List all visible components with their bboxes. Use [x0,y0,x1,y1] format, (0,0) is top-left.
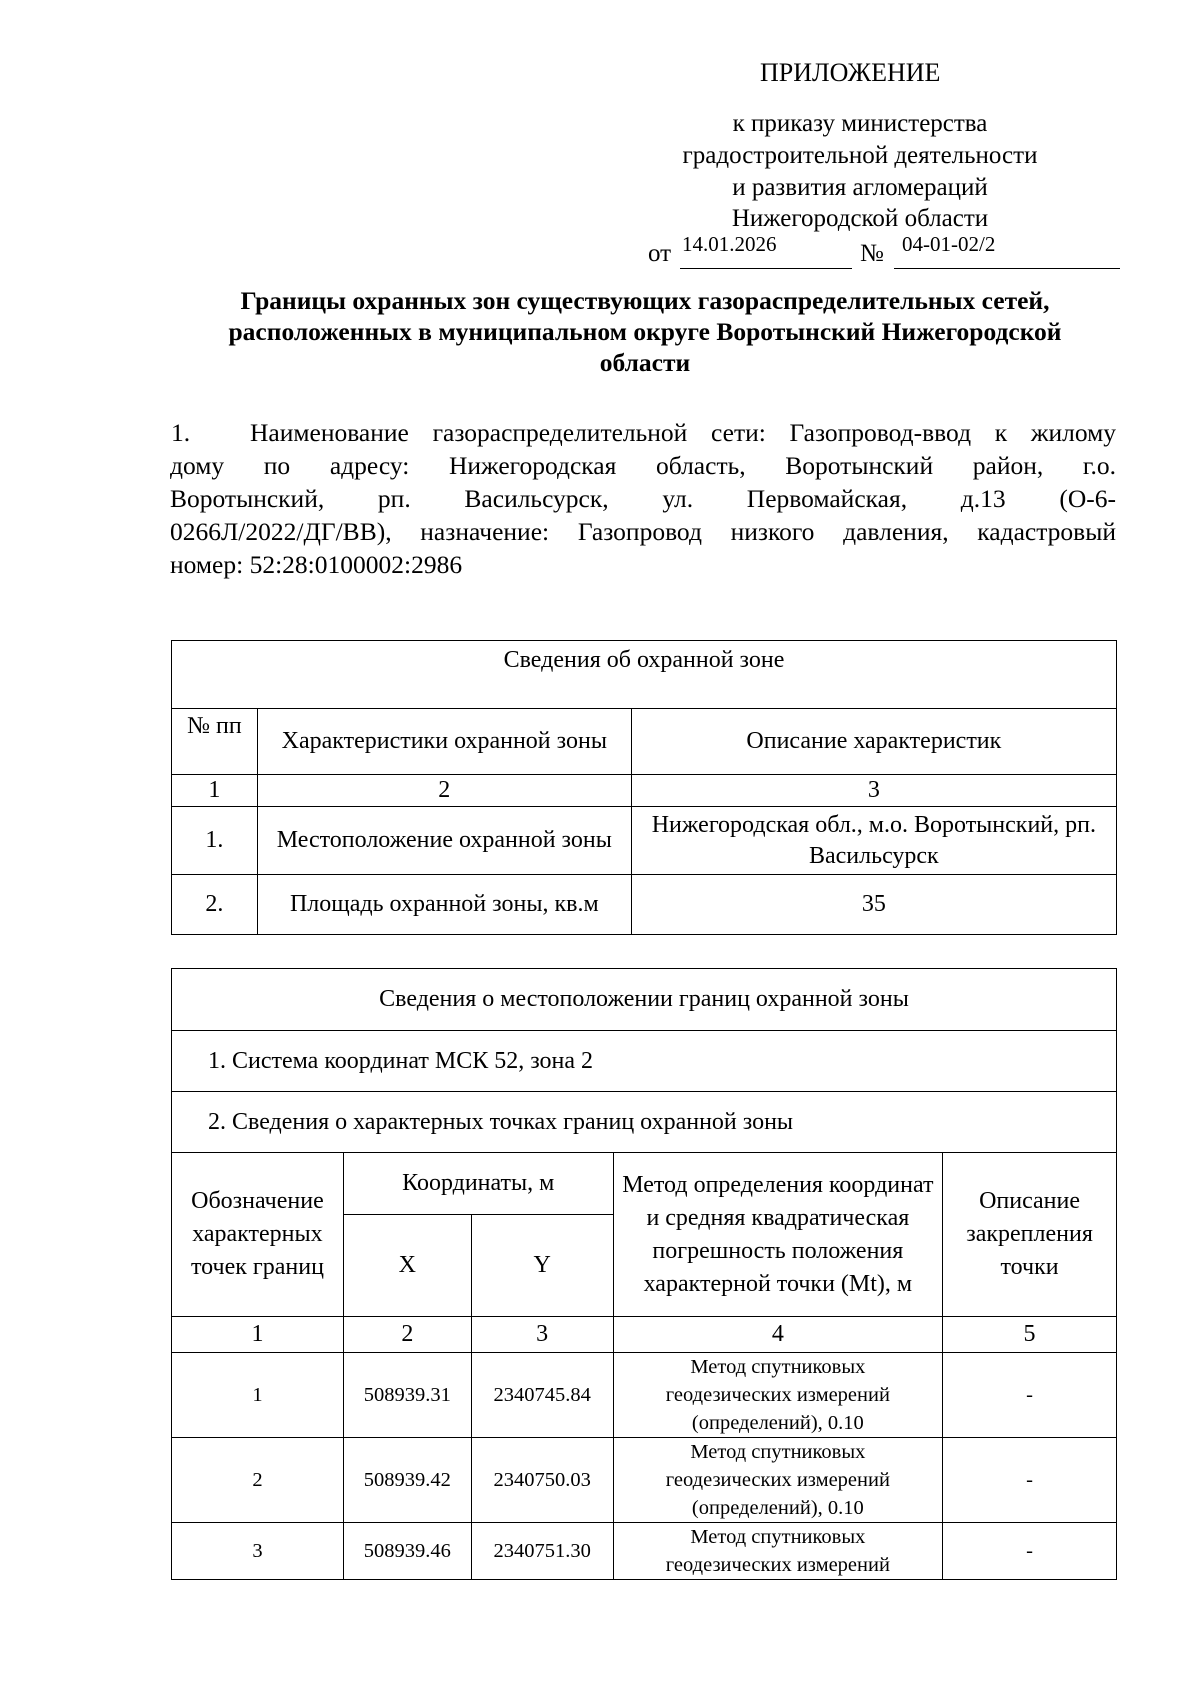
header-line-4: Нижегородской области [731,205,989,232]
zone-header-number: № пп [172,709,258,775]
zone-colnum-3: 3 [631,775,1116,807]
header-method: Метод определения координат и средняя квадратическая погрешность положения характерной точки (Mt), м [613,1153,943,1317]
header-line-1: к приказу министерства [732,110,988,137]
number-underline [894,268,1120,269]
zone-table-caption: Сведения об охранной зоне [172,641,1117,709]
zone-row-value: 35 [631,875,1116,935]
zone-row-number: 1. [172,807,258,875]
zone-row-name: Местоположение охранной зоны [257,807,631,875]
zone-colnum-2: 2 [257,775,631,807]
description-line-1: Наименование газораспределительной сети: Газопровод-ввод к жилому [250,418,1116,447]
point-method: Метод спутниковых геодезических измерений (определений), 0.10 [613,1353,943,1438]
zone-header-description: Описание характеристик [631,709,1116,775]
points-colnum-3: 3 [471,1317,613,1353]
coordinate-system: 1. Система координат МСК 52, зона 2 [172,1031,1117,1092]
boundary-points-table [171,968,1117,1580]
header-coordinates: Координаты, м [343,1153,613,1215]
document-title-line-3: области [599,348,691,377]
description-line-2: дому по адресу: Нижегородская область, Воротынский район, г.о. [170,451,1116,480]
point-method: Метод спутниковых геодезических измерений (определений), 0.10 [613,1438,943,1523]
appendix-title: ПРИЛОЖЕНИЕ [760,58,941,87]
header-line-2: градостроительной деятельности [682,142,1038,169]
date-underline [680,268,852,269]
point-x: 508939.42 [343,1438,471,1523]
table-row [172,1523,1117,1580]
points-caption: 2. Сведения о характерных точках границ охранной зоны [172,1092,1117,1153]
points-table-caption: Сведения о местоположении границ охранной зоны [172,969,1117,1031]
point-y: 2340750.03 [471,1438,613,1523]
table-row [172,807,1117,875]
document-title [170,285,1120,378]
table-row [172,1438,1117,1523]
point-y: 2340751.30 [471,1523,613,1580]
header-line-3: и развития агломераций [732,174,988,201]
points-colnum-1: 1 [172,1317,344,1353]
header-y: Y [471,1215,613,1317]
point-fixing: - [943,1353,1117,1438]
description-line-5: номер: 52:28:0100002:2986 [170,550,463,579]
point-id: 2 [172,1438,344,1523]
from-label: от [648,240,672,267]
points-colnum-5: 5 [943,1317,1117,1353]
zone-row-name: Площадь охранной зоны, кв.м [257,875,631,935]
description-line-4: 0266Л/2022/ДГ/ВВ), назначение: Газопровод низкого давления, кадастровый [170,517,1116,546]
point-method: Метод спутниковых геодезических измерений [613,1523,943,1580]
zone-header-characteristic: Характеристики охранной зоны [257,709,631,775]
point-id: 3 [172,1523,344,1580]
point-x: 508939.46 [343,1523,471,1580]
network-description [170,416,1116,581]
point-id: 1 [172,1353,344,1438]
point-fixing: - [943,1523,1117,1580]
point-fixing: - [943,1438,1117,1523]
zone-row-number: 2. [172,875,258,935]
header-designation: Обозначение характерных точек границ [172,1153,344,1317]
order-number: 04-01-02/2 [902,232,996,256]
header-fixing: Описание закрепления точки [943,1153,1117,1317]
order-date: 14.01.2026 [682,232,777,256]
document-title-line-1: Границы охранных зон существующих газораспределительных сетей, [240,286,1050,315]
paragraph-number: 1. [171,418,191,447]
point-x: 508939.31 [343,1353,471,1438]
zone-colnum-1: 1 [172,775,258,807]
description-line-3: Воротынский, рп. Васильсурск, ул. Первомайская, д.13 (О-6- [170,484,1116,513]
table-row [172,875,1117,935]
zone-info-table [171,640,1117,935]
points-colnum-2: 2 [343,1317,471,1353]
point-y: 2340745.84 [471,1353,613,1438]
document-title-line-2: расположенных в муниципальном округе Воротынский Нижегородской [228,317,1062,346]
number-label: № [860,240,884,267]
header-x: X [343,1215,471,1317]
points-colnum-4: 4 [613,1317,943,1353]
zone-row-value: Нижегородская обл., м.о. Воротынский, рп. Васильсурск [631,807,1116,875]
table-row [172,1353,1117,1438]
